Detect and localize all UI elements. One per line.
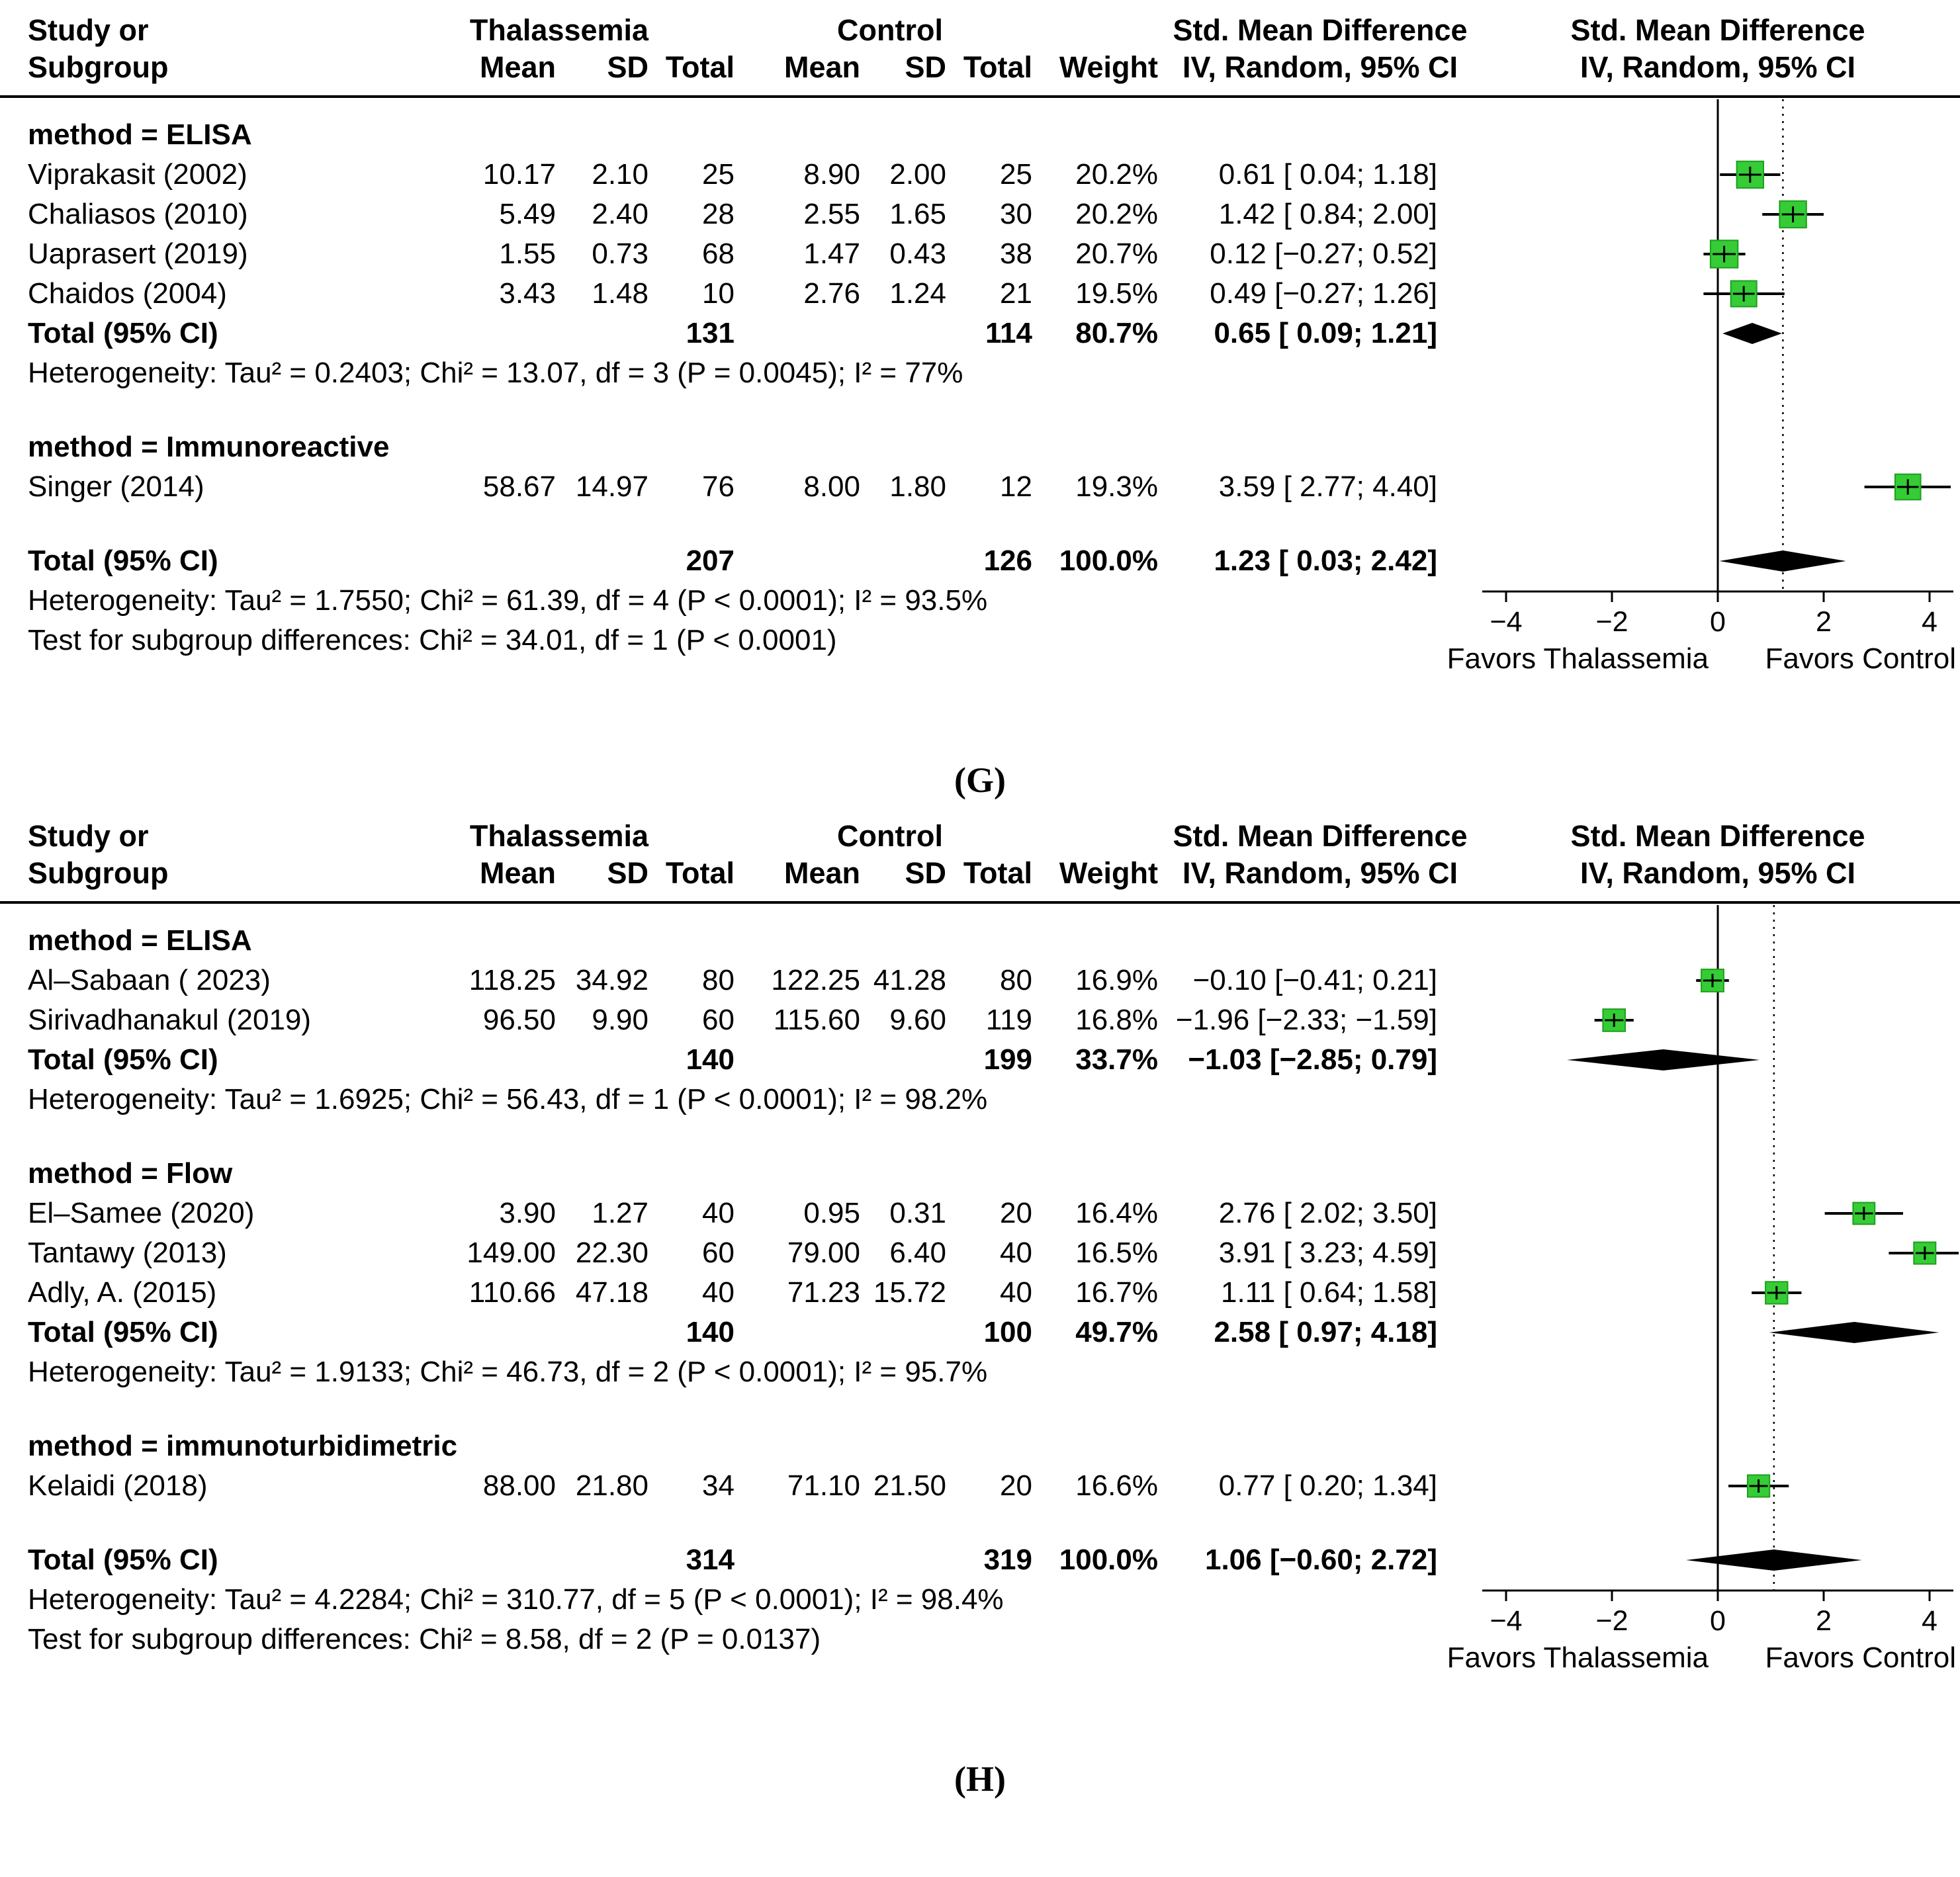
header-smd-title: Std. Mean Difference xyxy=(1173,819,1468,853)
study-label: Sirivadhanakul (2019) xyxy=(28,1003,312,1036)
thal-total: 314 xyxy=(686,1543,735,1576)
smd-text: −1.96 [−2.33; −1.59] xyxy=(1175,1003,1437,1036)
thal-mean: 3.90 xyxy=(499,1196,556,1229)
thal-mean: 118.25 xyxy=(468,963,556,996)
smd-text: 3.59 [ 2.77; 4.40] xyxy=(1218,470,1437,503)
header-ctrl-mean: Mean xyxy=(783,856,860,891)
weight: 20.2% xyxy=(1075,157,1158,191)
study-label: Total (95% CI) xyxy=(28,544,218,577)
ctrl-total: 126 xyxy=(983,544,1032,577)
thal-sd: 47.18 xyxy=(575,1276,648,1309)
ctrl-total: 40 xyxy=(1000,1276,1032,1309)
ctrl-total: 38 xyxy=(1000,237,1032,270)
header-ctrl-total: Total xyxy=(963,856,1032,891)
axis-tick-label: 2 xyxy=(1816,1605,1832,1637)
forest-marker xyxy=(1703,281,1784,307)
weight: 16.6% xyxy=(1075,1469,1158,1502)
subgroup-label: method = Flow xyxy=(28,1157,233,1190)
thal-sd: 22.30 xyxy=(575,1236,648,1269)
header-subgroup: Subgroup xyxy=(28,856,169,891)
axis-tick-label: 4 xyxy=(1922,606,1938,638)
header-group-thalassemia: Thalassemia xyxy=(469,13,649,48)
thal-mean: 5.49 xyxy=(499,197,556,230)
weight: 16.9% xyxy=(1075,963,1158,996)
study-label: Kelaidi (2018) xyxy=(28,1469,208,1502)
ctrl-mean: 115.60 xyxy=(773,1003,860,1036)
ctrl-total: 20 xyxy=(1000,1469,1032,1502)
ctrl-sd: 15.72 xyxy=(873,1276,946,1309)
smd-text: 0.61 [ 0.04; 1.18] xyxy=(1218,157,1437,191)
thal-total: 68 xyxy=(702,237,735,270)
forest-marker xyxy=(1728,1475,1789,1497)
weight: 19.5% xyxy=(1075,277,1158,310)
header-smd-subtitle: IV, Random, 95% CI xyxy=(1182,856,1458,891)
header-plot-title: Std. Mean Difference xyxy=(1570,13,1865,48)
study-label: Total (95% CI) xyxy=(28,1315,218,1348)
thal-sd: 1.27 xyxy=(592,1196,648,1229)
header-subgroup: Subgroup xyxy=(28,50,169,85)
note-text: Test for subgroup differences: Chi² = 34.01, df = 1 (P < 0.0001) xyxy=(28,623,837,656)
study-label: Total (95% CI) xyxy=(28,1543,218,1576)
forest-marker xyxy=(1825,1203,1903,1225)
ctrl-sd: 1.24 xyxy=(889,277,946,310)
thal-mean: 1.55 xyxy=(499,237,556,270)
ctrl-sd: 6.40 xyxy=(889,1236,946,1269)
forest-marker xyxy=(1595,1009,1634,1031)
summary-diamond xyxy=(1769,1322,1939,1343)
weight: 49.7% xyxy=(1075,1315,1158,1348)
note-text: Heterogeneity: Tau² = 1.9133; Chi² = 46.73, df = 2 (P < 0.0001); I² = 95.7% xyxy=(28,1355,988,1388)
thal-total: 131 xyxy=(686,316,735,349)
study-label: Singer (2014) xyxy=(28,470,204,503)
thal-total: 76 xyxy=(702,470,735,503)
header-thal-total: Total xyxy=(665,50,735,85)
weight: 20.7% xyxy=(1075,237,1158,270)
weight: 100.0% xyxy=(1059,1543,1158,1576)
smd-text: 0.77 [ 0.20; 1.34] xyxy=(1218,1469,1437,1502)
ctrl-sd: 9.60 xyxy=(889,1003,946,1036)
study-label: Chaidos (2004) xyxy=(28,277,227,310)
summary-diamond xyxy=(1722,323,1782,344)
smd-text: −0.10 [−0.41; 0.21] xyxy=(1192,963,1437,996)
study-label: Total (95% CI) xyxy=(28,1043,218,1076)
axis-tick-label: 4 xyxy=(1922,1605,1938,1637)
thal-sd: 34.92 xyxy=(575,963,648,996)
thal-mean: 96.50 xyxy=(482,1003,556,1036)
ctrl-total: 20 xyxy=(1000,1196,1032,1229)
axis-tick-label: 0 xyxy=(1710,606,1726,638)
ctrl-total: 12 xyxy=(1000,470,1032,503)
ctrl-mean: 122.25 xyxy=(771,963,860,996)
thal-mean: 88.00 xyxy=(482,1469,556,1502)
header-smd-subtitle: IV, Random, 95% CI xyxy=(1182,50,1458,85)
header-thal-mean: Mean xyxy=(479,856,556,891)
ctrl-total: 80 xyxy=(1000,963,1032,996)
thal-total: 80 xyxy=(702,963,735,996)
ctrl-total: 30 xyxy=(1000,197,1032,230)
ctrl-mean: 8.00 xyxy=(803,470,860,503)
forest-marker xyxy=(1720,161,1780,188)
smd-text: 1.42 [ 0.84; 2.00] xyxy=(1218,197,1437,230)
note-text: Test for subgroup differences: Chi² = 8.58, df = 2 (P = 0.0137) xyxy=(28,1622,821,1655)
ctrl-sd: 0.43 xyxy=(889,237,946,270)
header-study-or: Study or xyxy=(28,13,149,48)
ctrl-mean: 71.10 xyxy=(787,1469,860,1502)
header-ctrl-sd: SD xyxy=(905,856,946,891)
weight: 100.0% xyxy=(1059,544,1158,577)
smd-text: 0.65 [ 0.09; 1.21] xyxy=(1214,316,1437,349)
header-thal-total: Total xyxy=(665,856,735,891)
smd-text: 2.76 [ 2.02; 3.50] xyxy=(1218,1196,1437,1229)
thal-sd: 9.90 xyxy=(592,1003,648,1036)
smd-text: 1.23 [ 0.03; 2.42] xyxy=(1214,544,1437,577)
note-text: Heterogeneity: Tau² = 4.2284; Chi² = 310.77, df = 5 (P < 0.0001); I² = 98.4% xyxy=(28,1583,1004,1616)
header-weight: Weight xyxy=(1059,50,1158,85)
axis-tick-label: −2 xyxy=(1595,606,1628,638)
smd-text: 1.11 [ 0.64; 1.58] xyxy=(1221,1276,1437,1309)
ctrl-mean: 2.55 xyxy=(803,197,860,230)
weight: 16.5% xyxy=(1075,1236,1158,1269)
forest-marker xyxy=(1696,969,1729,992)
favors-right-label: Favors Control xyxy=(1765,1641,1956,1674)
header-weight: Weight xyxy=(1059,856,1158,891)
study-label: Uaprasert (2019) xyxy=(28,237,248,270)
forest-panel-h xyxy=(0,818,1960,1747)
thal-mean: 10.17 xyxy=(482,157,556,191)
forest-plot-area-G xyxy=(1447,12,1960,748)
ctrl-mean: 1.47 xyxy=(803,237,860,270)
header-thal-mean: Mean xyxy=(479,50,556,85)
axis-tick-label: −2 xyxy=(1595,1605,1628,1637)
thal-total: 34 xyxy=(702,1469,735,1502)
ctrl-mean: 79.00 xyxy=(787,1236,860,1269)
smd-text: 1.06 [−0.60; 2.72] xyxy=(1204,1543,1437,1576)
ctrl-sd: 0.31 xyxy=(889,1196,946,1229)
panel-caption-h: (H) xyxy=(954,1759,1006,1799)
subgroup-label: method = immunoturbidimetric xyxy=(28,1429,458,1462)
study-label: El–Samee (2020) xyxy=(28,1196,255,1229)
header-plot-subtitle: IV, Random, 95% CI xyxy=(1580,50,1855,85)
forest-marker xyxy=(1703,240,1745,267)
favors-right-label: Favors Control xyxy=(1765,642,1956,675)
ctrl-total: 319 xyxy=(983,1543,1032,1576)
header-ctrl-sd: SD xyxy=(905,50,946,85)
forest-marker xyxy=(1762,201,1824,228)
ctrl-sd: 1.65 xyxy=(889,197,946,230)
ctrl-sd: 1.80 xyxy=(889,470,946,503)
study-label: Viprakasit (2002) xyxy=(28,157,247,191)
thal-mean: 58.67 xyxy=(482,470,556,503)
weight: 20.2% xyxy=(1075,197,1158,230)
header-plot-subtitle: IV, Random, 95% CI xyxy=(1580,856,1855,891)
ctrl-sd: 41.28 xyxy=(873,963,946,996)
ctrl-total: 21 xyxy=(1000,277,1032,310)
summary-diamond xyxy=(1686,1550,1862,1571)
thal-sd: 2.10 xyxy=(592,157,648,191)
thal-sd: 1.48 xyxy=(592,277,648,310)
thal-total: 140 xyxy=(686,1315,735,1348)
thal-total: 60 xyxy=(702,1003,735,1036)
header-thal-sd: SD xyxy=(607,50,648,85)
ctrl-total: 40 xyxy=(1000,1236,1032,1269)
forest-plot-area-H xyxy=(1447,818,1960,1747)
forest-panel-g xyxy=(0,12,1960,748)
subgroup-label: method = ELISA xyxy=(28,118,252,151)
smd-text: 2.58 [ 0.97; 4.18] xyxy=(1214,1315,1437,1348)
ctrl-total: 100 xyxy=(983,1315,1032,1348)
thal-mean: 3.43 xyxy=(499,277,556,310)
ctrl-total: 114 xyxy=(985,316,1032,349)
study-label: Al–Sabaan ( 2023) xyxy=(28,963,271,996)
thal-total: 60 xyxy=(702,1236,735,1269)
subgroup-label: method = Immunoreactive xyxy=(28,430,390,463)
header-plot-title: Std. Mean Difference xyxy=(1570,819,1865,853)
weight: 16.4% xyxy=(1075,1196,1158,1229)
forest-marker xyxy=(1865,474,1951,500)
ctrl-sd: 21.50 xyxy=(873,1469,946,1502)
study-label: Chaliasos (2010) xyxy=(28,197,248,230)
weight: 80.7% xyxy=(1075,316,1158,349)
study-label: Total (95% CI) xyxy=(28,316,218,349)
ctrl-mean: 2.76 xyxy=(803,277,860,310)
subgroup-label: method = ELISA xyxy=(28,924,252,957)
summary-diamond xyxy=(1567,1049,1760,1070)
axis-tick-label: −4 xyxy=(1490,606,1523,638)
smd-text: 0.12 [−0.27; 0.52] xyxy=(1210,237,1437,270)
header-smd-title: Std. Mean Difference xyxy=(1173,13,1468,48)
weight: 19.3% xyxy=(1075,470,1158,503)
favors-left-label: Favors Thalassemia xyxy=(1447,1641,1709,1674)
thal-mean: 149.00 xyxy=(467,1236,556,1269)
thal-total: 140 xyxy=(686,1043,735,1076)
thal-sd: 21.80 xyxy=(575,1469,648,1502)
header-study-or: Study or xyxy=(28,819,149,853)
thal-total: 25 xyxy=(702,157,735,191)
study-label: Adly, A. (2015) xyxy=(28,1276,217,1309)
thal-total: 10 xyxy=(702,277,735,310)
weight: 33.7% xyxy=(1075,1043,1158,1076)
smd-text: 3.91 [ 3.23; 4.59] xyxy=(1218,1236,1437,1269)
summary-diamond xyxy=(1719,550,1846,572)
weight: 16.8% xyxy=(1075,1003,1158,1036)
header-group-control: Control xyxy=(837,13,943,48)
axis-tick-label: −4 xyxy=(1490,1605,1523,1637)
header-group-thalassemia: Thalassemia xyxy=(469,819,649,853)
ctrl-sd: 2.00 xyxy=(889,157,946,191)
thal-total: 28 xyxy=(702,197,735,230)
header-ctrl-mean: Mean xyxy=(783,50,860,85)
ctrl-mean: 8.90 xyxy=(803,157,860,191)
forest-marker xyxy=(1889,1243,1959,1264)
weight: 16.7% xyxy=(1075,1276,1158,1309)
smd-text: 0.49 [−0.27; 1.26] xyxy=(1210,277,1437,310)
thal-sd: 0.73 xyxy=(592,237,648,270)
axis-tick-label: 0 xyxy=(1710,1605,1726,1637)
forest-marker xyxy=(1752,1282,1801,1303)
header-ctrl-total: Total xyxy=(963,50,1032,85)
thal-total: 40 xyxy=(702,1196,735,1229)
thal-sd: 2.40 xyxy=(592,197,648,230)
header-thal-sd: SD xyxy=(607,856,648,891)
panel-caption-g: (G) xyxy=(954,760,1006,800)
note-text: Heterogeneity: Tau² = 1.7550; Chi² = 61.39, df = 4 (P < 0.0001); I² = 93.5% xyxy=(28,584,988,617)
note-text: Heterogeneity: Tau² = 1.6925; Chi² = 56.43, df = 1 (P < 0.0001); I² = 98.2% xyxy=(28,1082,988,1115)
thal-total: 207 xyxy=(686,544,735,577)
favors-left-label: Favors Thalassemia xyxy=(1447,642,1709,675)
ctrl-total: 119 xyxy=(985,1003,1032,1036)
thal-total: 40 xyxy=(702,1276,735,1309)
ctrl-mean: 71.23 xyxy=(787,1276,860,1309)
ctrl-total: 25 xyxy=(1000,157,1032,191)
smd-text: −1.03 [−2.85; 0.79] xyxy=(1188,1043,1437,1076)
study-label: Tantawy (2013) xyxy=(28,1236,227,1269)
thal-sd: 14.97 xyxy=(575,470,648,503)
ctrl-total: 199 xyxy=(983,1043,1032,1076)
header-group-control: Control xyxy=(837,819,943,853)
thal-mean: 110.66 xyxy=(468,1276,556,1309)
note-text: Heterogeneity: Tau² = 0.2403; Chi² = 13.07, df = 3 (P = 0.0045); I² = 77% xyxy=(28,356,963,389)
axis-tick-label: 2 xyxy=(1816,606,1832,638)
ctrl-mean: 0.95 xyxy=(803,1196,860,1229)
